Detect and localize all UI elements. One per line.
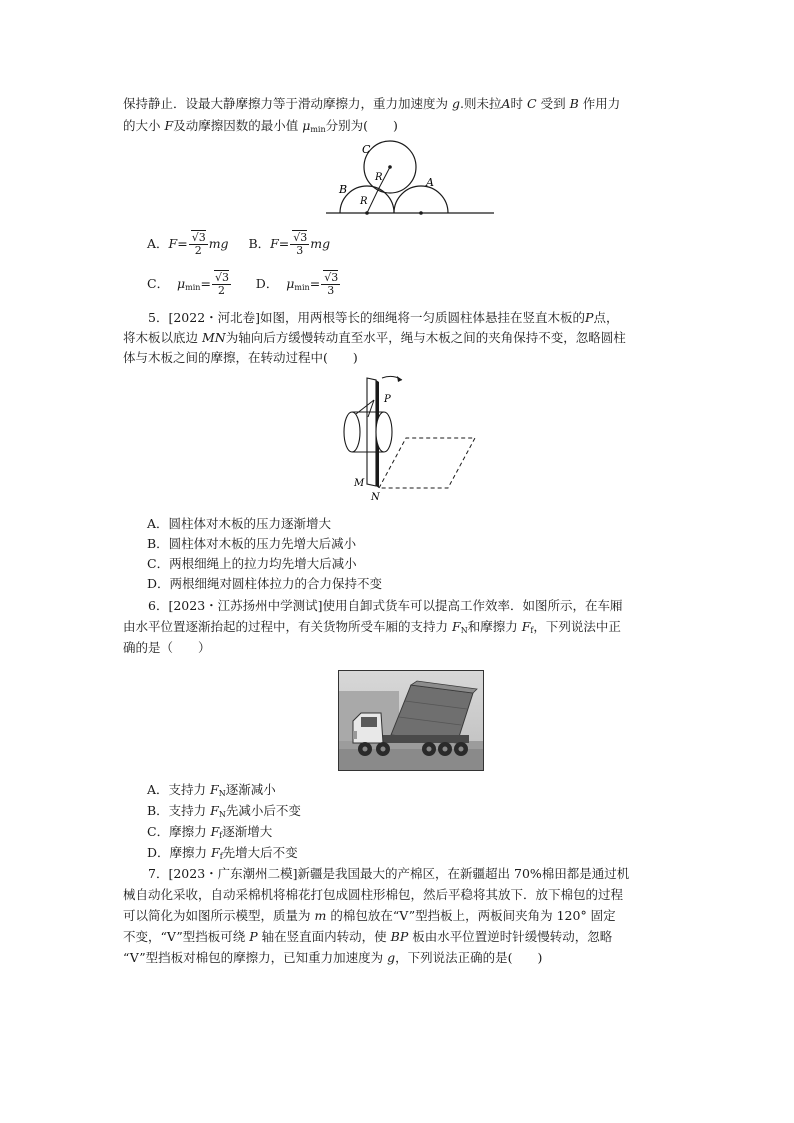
q6-line-3: 确的是（ ） bbox=[123, 640, 211, 655]
fig-label-R-upper: R bbox=[375, 172, 383, 183]
q5-board-figure bbox=[338, 372, 483, 504]
fig-label-N: N bbox=[371, 492, 380, 503]
q4-line-2: 的大小 F及动摩擦因数的最小值 $\mu_{min}$分别为( ) bbox=[123, 118, 398, 134]
q6-line-1: 6．[2023・江苏扬州中学测试]使用自卸式货车可以提高工作效率．如图所示，在车厢 bbox=[148, 598, 623, 613]
q5-line-2: 将木板以底边 MN为轴向后方缓慢转动直至水平，绳与木板之间的夹角保持不变，忽略圆柱 bbox=[123, 330, 626, 345]
fig-label-R-lower: R bbox=[360, 196, 368, 207]
q5-option-a[interactable]: A．圆柱体对木板的压力逐渐增大 bbox=[147, 516, 332, 531]
q7-line-1: 7．[2023・广东潮州二模]新疆是我国最大的产棉区，在新疆超出 70%棉田都是通过机 bbox=[148, 866, 630, 881]
dump-truck-photo bbox=[338, 670, 484, 771]
q4-option-c[interactable]: C． $\mu_{min}=$ $\frac{√3}{2}$ bbox=[147, 271, 229, 297]
q6-option-b[interactable]: B．支持力 $F_N$先减小后不变 bbox=[147, 803, 301, 819]
q6-option-a[interactable]: A．支持力 $F_N$逐渐减小 bbox=[147, 782, 276, 798]
q7-line-5: “V”型挡板对棉包的摩擦力，已知重力加速度为 g，下列说法正确的是( ) bbox=[123, 950, 543, 965]
q4-line-1: 保持静止．设最大静摩擦力等于滑动摩擦力，重力加速度为 g.则未拉A时 C 受到 B 作用力 bbox=[123, 96, 621, 111]
fig-label-P: P bbox=[384, 394, 391, 405]
q6-option-d[interactable]: D．摩擦力 $F_f$先增大后不变 bbox=[147, 845, 298, 861]
fig-label-B: B bbox=[339, 183, 348, 196]
fig-label-A: A bbox=[426, 176, 434, 189]
q5-option-c[interactable]: C．两根细绳上的拉力均先增大后减小 bbox=[147, 556, 357, 571]
q6-line-2: 由水平位置逐渐抬起的过程中，有关货物所受车厢的支持力 $F_N$和摩擦力 $F_f$，下列说法中正 bbox=[123, 619, 621, 635]
q7-line-2: 械自动化采收，自动采棉机将棉花打包成圆柱形棉包，然后平稳将其放下．放下棉包的过程 bbox=[123, 887, 624, 902]
q5-line-1: 5．[2022・河北卷]如图，用两根等长的细绳将一匀质圆柱体悬挂在竖直木板的P点， bbox=[148, 310, 619, 325]
q5-line-3: 体与木板之间的摩擦，在转动过程中( ) bbox=[123, 350, 358, 365]
q7-line-4: 不变，“V”型挡板可绕 P 轴在竖直面内转动，使 BP 板由水平位置逆时针缓慢转动，忽略 bbox=[123, 929, 613, 944]
q7-line-3: 可以简化为如图所示模型，质量为 m 的棉包放在“V”型挡板上，两板间夹角为 120° 固定 bbox=[123, 908, 616, 923]
q4-option-b[interactable]: B．F= $\frac{√3}{3}$ mg bbox=[248, 231, 331, 257]
q4-option-d[interactable]: D． $\mu_{min}=$ $\frac{√3}{3}$ bbox=[255, 271, 339, 297]
q5-option-b[interactable]: B．圆柱体对木板的压力先增大后减小 bbox=[147, 536, 357, 551]
q4-options-row-1 bbox=[147, 232, 330, 257]
q4-options-row-2 bbox=[147, 272, 341, 297]
fig-label-C: C bbox=[362, 143, 371, 156]
q4-cylinders-figure bbox=[322, 138, 498, 218]
fig-label-M: M bbox=[354, 478, 365, 489]
q4-option-a[interactable]: A．F= $\frac{√3}{2}$ mg bbox=[147, 231, 229, 257]
q5-option-d[interactable]: D．两根细绳对圆柱体拉力的合力保持不变 bbox=[147, 576, 383, 591]
q6-option-c[interactable]: C．摩擦力 $F_f$逐渐增大 bbox=[147, 824, 273, 840]
